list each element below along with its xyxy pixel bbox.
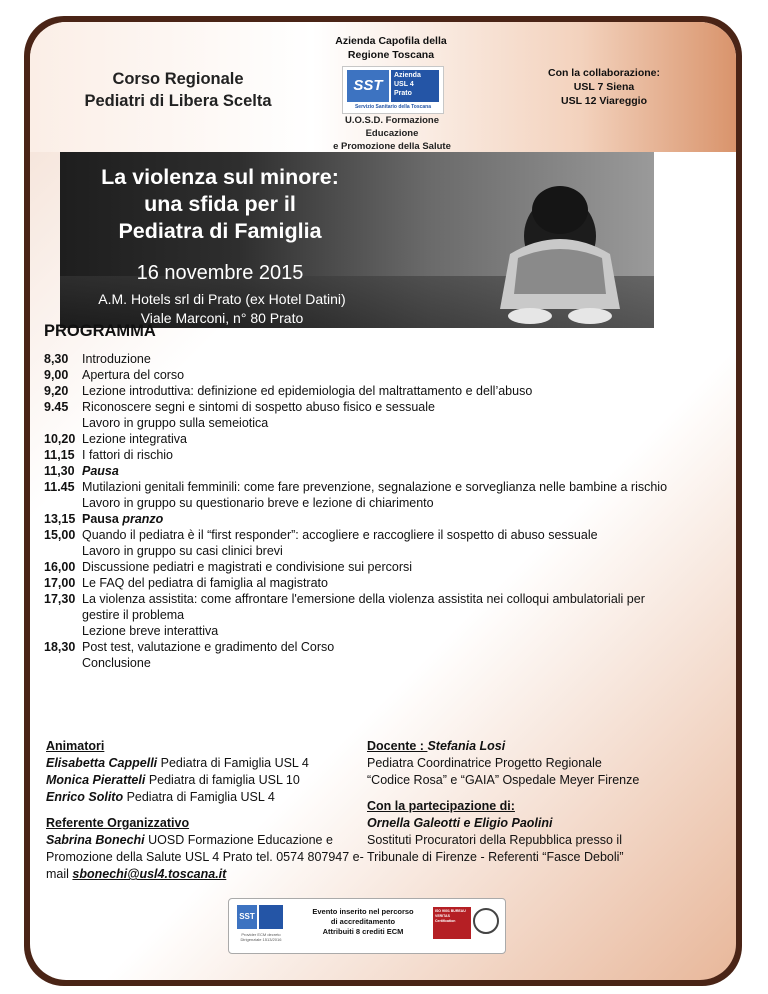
teacher-name: Stefania Losi: [427, 739, 506, 753]
participation-names: Ornella Galeotti e Eligio Paolini: [367, 816, 553, 830]
organizer-name: Sabrina Bonechi: [46, 833, 145, 847]
animators-section: [46, 738, 376, 883]
program-time: 11,30: [44, 464, 75, 478]
program-desc: Mutilazioni genitali femminili: come fare prevenzione, segnalazione e sorveglianza nelle bambine a rischio: [82, 480, 668, 494]
certification-seal-icon: [473, 908, 499, 934]
animator-entry: [46, 789, 376, 806]
program-time: [44, 623, 82, 639]
animator-name: Monica Pieratteli: [46, 773, 146, 787]
organizer-email-link[interactable]: sbonechi@usl4.toscana.it: [72, 867, 227, 881]
collab-line1: Con la collaborazione:: [547, 67, 660, 79]
program-item: [44, 511, 684, 527]
program-desc: Pausa: [82, 464, 119, 478]
program-time: 17,00: [44, 576, 76, 590]
accreditation-line2: di accreditamento: [330, 917, 396, 926]
lead-agency: [316, 34, 466, 62]
program-item: [44, 383, 684, 399]
title-banner: [60, 152, 654, 328]
participation-line2: Tribunale di Firenze - Referenti “Fasce Deboli”: [367, 850, 624, 864]
animator-name: Enrico Solito: [46, 790, 124, 804]
uosd-line3: e Promozione della Salute: [333, 141, 451, 152]
collab-line3: USL 12 Viareggio: [561, 95, 647, 107]
program-desc: I fattori di rischio: [82, 448, 174, 462]
provider-caption: Provider ECM decreto Dirigenziale 1513/2016: [240, 932, 282, 942]
usl4-logo: [342, 66, 444, 114]
program-desc: Riconoscere segni e sintomi di sospetto abuso fisico e sessuale: [82, 400, 435, 414]
program-desc: La violenza assistita: come affrontare l'emersione della violenza assistita nei colloqui ambulatoriali per gestire il problema: [82, 592, 645, 622]
iso-certification-logo: ISO 9001 BUREAU VERITAS Certification: [433, 907, 471, 939]
course-title-line2: Pediatri di Libera Scelta: [84, 92, 272, 110]
event-title-line2: una sfida per il: [144, 192, 296, 216]
collaboration: [514, 66, 694, 108]
program-item: [44, 463, 684, 479]
program-desc: Introduzione: [82, 352, 151, 366]
program-time: 15,00: [44, 528, 76, 542]
animator-entry: [46, 772, 376, 789]
program-item: [44, 623, 684, 639]
animator-entry: [46, 755, 376, 772]
program-time: [44, 495, 82, 511]
sst-footer-mark: SST: [237, 905, 257, 929]
animator-role: Pediatra di Famiglia USL 4: [123, 790, 275, 804]
organizer-heading: Referente Organizzativo: [46, 816, 190, 830]
program-desc: Le FAQ del pediatra di famiglia al magistrato: [82, 576, 328, 590]
program-time: [44, 655, 82, 671]
program-item: [44, 367, 684, 383]
program-desc: [82, 511, 684, 527]
participation-heading: Con la partecipazione di:: [367, 799, 515, 813]
animators-heading: Animatori: [46, 739, 105, 753]
logo-usl-line3: Prato: [394, 90, 412, 97]
teacher-label: Docente :: [367, 739, 428, 753]
program-item: [44, 415, 684, 431]
location-line2: Viale Marconi, n° 80 Prato: [140, 310, 304, 326]
teacher-role-line2: “Codice Rosa” e “GAIA” Ospedale Meyer Firenze: [367, 773, 640, 787]
program-time: 16,00: [44, 560, 76, 574]
accreditation-line1: Evento inserito nel percorso: [312, 907, 414, 916]
program-time: 11.45: [44, 480, 75, 494]
usl4-logo-text: [391, 70, 439, 102]
lead-line1: Azienda Capofila della: [335, 35, 447, 47]
teacher-section: [367, 738, 687, 866]
event-title: [70, 164, 370, 245]
program-title: PROGRAMMA: [44, 322, 156, 340]
logo-usl-line2: USL 4: [394, 81, 414, 88]
program-desc: Discussione pediatri e magistrati e condivisione sui percorsi: [82, 560, 413, 574]
program-list: [44, 351, 684, 671]
program-time: 9,00: [44, 368, 69, 382]
program-desc: Lezione introduttiva: definizione ed epidemiologia del maltrattamento e dell’abuso: [82, 384, 533, 398]
organizer-details: [46, 832, 376, 883]
program-time: 18,30: [44, 640, 76, 654]
animator-role: Pediatra di famiglia USL 10: [145, 773, 300, 787]
collab-line2: USL 7 Siena: [573, 81, 635, 93]
program-item: [44, 575, 684, 591]
program-item: [44, 479, 684, 495]
program-item: [44, 431, 684, 447]
event-title-line1: La violenza sul minore:: [101, 165, 339, 189]
child-photo: [460, 174, 654, 328]
program-time: 10,20: [44, 432, 76, 446]
accreditation-box: [228, 898, 506, 954]
accreditation-text: [301, 907, 425, 937]
program-item: [44, 591, 684, 623]
program-item: [44, 495, 684, 511]
program-item: [44, 543, 684, 559]
teacher-role-line1: Pediatra Coordinatrice Progetto Regionale: [367, 756, 602, 770]
pausa-label: Pausa: [82, 512, 123, 526]
uosd-line2: Educazione: [365, 128, 419, 139]
course-title-line1: Corso Regionale: [112, 70, 244, 88]
logo-usl-line1: Azienda: [394, 72, 421, 79]
program-item: [44, 351, 684, 367]
organizer-text: UOSD Formazione Educazione e Promozione della Salute USL 4 Prato tel. 0574 807947 e-mail: [46, 833, 364, 881]
program-time: [44, 415, 82, 431]
program-time: 9,20: [44, 384, 69, 398]
program-time: 9.45: [44, 400, 69, 414]
animator-role: Pediatra di Famiglia USL 4: [157, 756, 309, 770]
uosd-line1: U.O.S.D. Formazione: [345, 115, 439, 126]
program-desc: Post test, valutazione e gradimento del Corso: [82, 640, 335, 654]
lead-line2: Regione Toscana: [347, 49, 435, 61]
accreditation-line3: Attribuiti 8 crediti ECM: [322, 927, 404, 936]
program-desc: Conclusione: [82, 656, 151, 670]
event-title-line3: Pediatra di Famiglia: [118, 219, 322, 243]
participation-line1: Sostituti Procuratori della Repubblica presso il: [367, 833, 622, 847]
program-desc: Lavoro in gruppo su questionario breve e lezione di chiarimento: [82, 496, 434, 510]
location-line1: A.M. Hotels srl di Prato (ex Hotel Datini): [98, 291, 346, 307]
program-desc: Lavoro in gruppo su casi clinici brevi: [82, 544, 283, 558]
program-desc: Quando il pediatra è il “first responder”: accogliere e raccogliere il sospetto di abuso sessuale: [82, 528, 598, 542]
program-time: 8,30: [44, 352, 69, 366]
sst-footer-block: [259, 905, 283, 929]
pranzo-label: pranzo: [122, 512, 164, 526]
program-item: [44, 447, 684, 463]
program-item: [44, 655, 684, 671]
sst-provider-logo: [237, 905, 285, 945]
uosd-unit: [298, 114, 486, 153]
teacher-heading: [367, 738, 687, 755]
program-item: [44, 399, 684, 415]
program-time: [44, 543, 82, 559]
program-time: 17,30: [44, 592, 76, 606]
program-time: 13,15: [44, 512, 76, 526]
sst-logo-mark: SST: [347, 70, 389, 102]
program-desc: Apertura del corso: [82, 368, 185, 382]
program-desc: Lezione breve interattiva: [82, 624, 219, 638]
animator-name: Elisabetta Cappelli: [46, 756, 158, 770]
logo-caption: Servizio Sanitario della Toscana: [354, 104, 432, 110]
course-title: [78, 68, 278, 112]
program-item: [44, 527, 684, 543]
program-time: 11,15: [44, 448, 75, 462]
program-desc: Lezione integrativa: [82, 432, 187, 446]
program-item: [44, 639, 684, 655]
program-item: [44, 559, 684, 575]
program-desc: Lavoro in gruppo sulla semeiotica: [82, 416, 269, 430]
event-date: 16 novembre 2015: [136, 262, 304, 284]
